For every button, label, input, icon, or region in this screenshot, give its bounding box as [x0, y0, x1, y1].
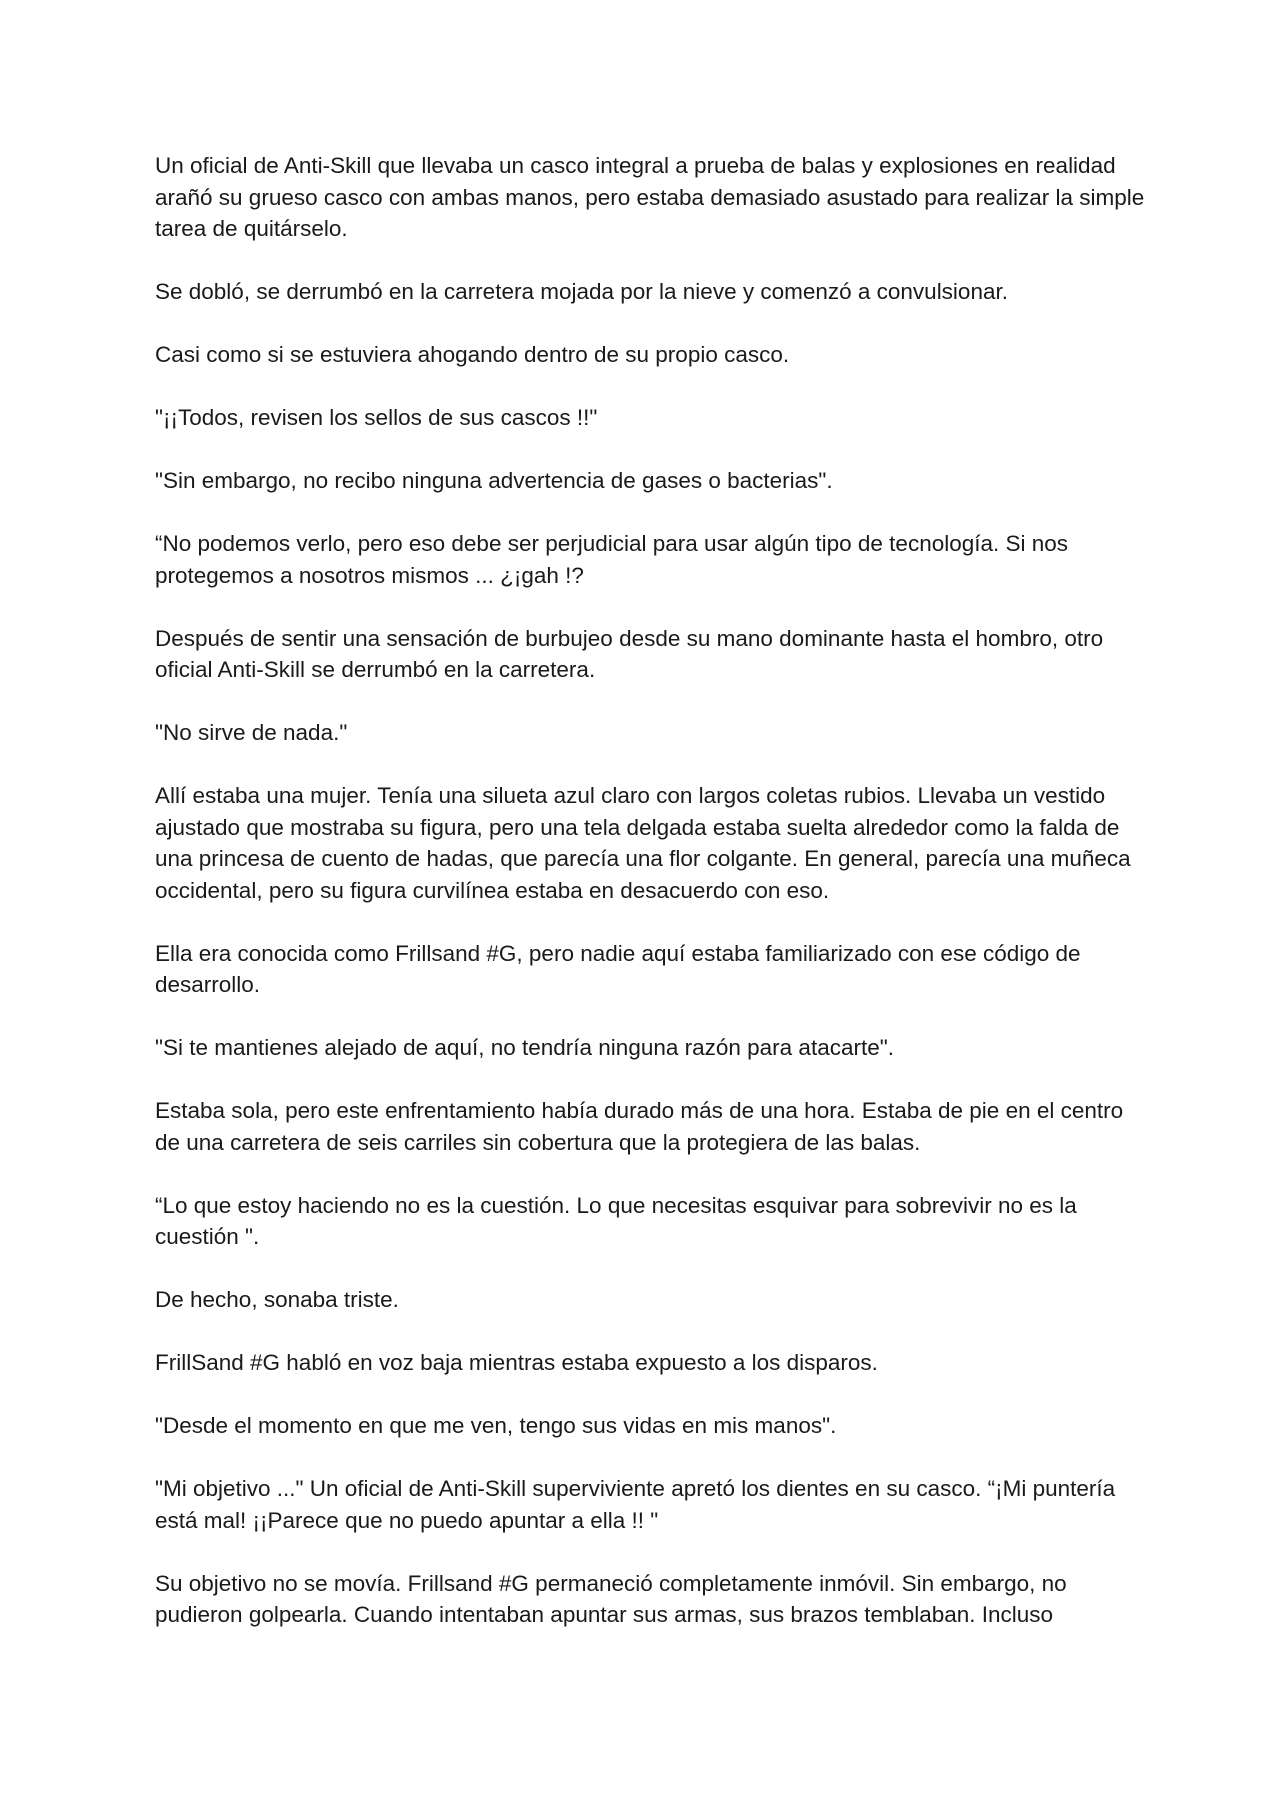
- paragraph: "Desde el momento en que me ven, tengo sus vidas en mis manos".: [155, 1413, 837, 1438]
- paragraph: Se dobló, se derrumbó en la carretera mojada por la nieve y comenzó a convulsionar.: [155, 279, 1008, 304]
- paragraph: “No podemos verlo, pero eso debe ser perjudicial para usar algún tipo de tecnología. Si nos protegemos a nosotros mismos ... ¿¡gah !?: [155, 531, 1069, 588]
- paragraph: "Sin embargo, no recibo ninguna advertencia de gases o bacterias".: [155, 468, 833, 493]
- paragraph: "Mi objetivo ..." Un oficial de Anti-Skill superviviente apretó los dientes en su casco. “¡Mi puntería está mal! ¡¡Parece que no puedo apuntar a ella !! ": [155, 1476, 1116, 1533]
- paragraph: “Lo que estoy haciendo no es la cuestión. Lo que necesitas esquivar para sobrevivir no es la cuestión ".: [155, 1192, 1077, 1249]
- paragraph: Después de sentir una sensación de burbujeo desde su mano dominante hasta el hombro, otro oficial Anti-Skill se derrumbó en la carretera.: [155, 625, 1104, 682]
- paragraph: Un oficial de Anti-Skill que llevaba un casco integral a prueba de balas y explosiones en realidad arañó su grueso casco con ambas manos, pero estaba demasiado asustado para realizar la simple tarea de quitárselo.: [155, 153, 1145, 241]
- paragraph: Allí estaba una mujer. Tenía una silueta azul claro con largos coletas rubios. Llevaba un vestido ajustado que mostraba su figura, pero una tela delgada estaba suelta alrededor como la falda de una princesa de cuento de hadas, que parecía una flor colgante. En general, parecía una muñeca occidental, pero su figura curvilínea estaba en desacuerdo con eso.: [155, 783, 1131, 903]
- paragraph: "No sirve de nada.": [155, 720, 348, 745]
- paragraph: FrillSand #G habló en voz baja mientras estaba expuesto a los disparos.: [155, 1350, 878, 1375]
- paragraph: Su objetivo no se movía. Frillsand #G permaneció completamente inmóvil. Sin embargo, no pudieron golpearla. Cuando intentaban apuntar sus armas, sus brazos temblaban. Incluso: [155, 1570, 1067, 1627]
- paragraph: Casi como si se estuviera ahogando dentro de su propio casco.: [155, 342, 790, 367]
- document-body: [155, 150, 1145, 1662]
- paragraph: "Si te mantienes alejado de aquí, no tendría ninguna razón para atacarte".: [155, 1035, 894, 1060]
- paragraph: Estaba sola, pero este enfrentamiento había durado más de una hora. Estaba de pie en el centro de una carretera de seis carriles sin cobertura que la protegiera de las balas.: [155, 1098, 1124, 1155]
- paragraph: Ella era conocida como Frillsand #G, pero nadie aquí estaba familiarizado con ese código de desarrollo.: [155, 940, 1081, 997]
- paragraph: De hecho, sonaba triste.: [155, 1287, 399, 1312]
- paragraph: "¡¡Todos, revisen los sellos de sus cascos !!": [155, 405, 598, 430]
